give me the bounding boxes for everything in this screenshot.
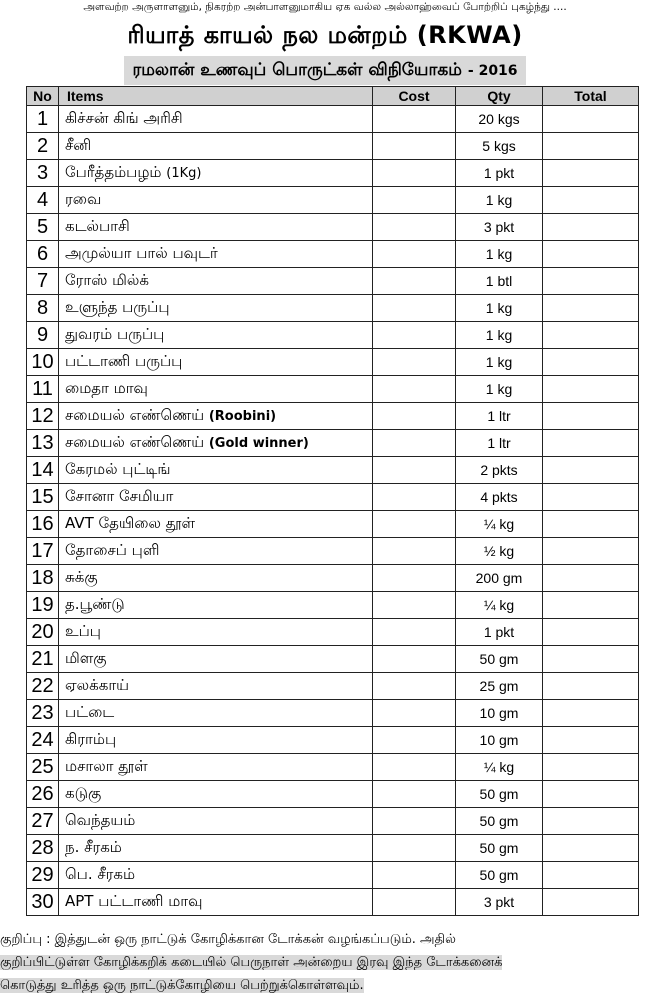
item-name-text: மிளகு [65,649,107,667]
quantity: ¼ kg [456,592,543,619]
quantity: ½ kg [456,538,543,565]
item-name [59,484,373,511]
quantity: 1 kg [456,349,543,376]
item-name-text: ரவை [65,190,102,208]
item-name-text: துவரம் பருப்பு [65,325,165,343]
table-row [27,349,639,376]
item-name-text: ரோஸ் மில்க் [65,271,149,289]
item-name [59,268,373,295]
column-header-items: Items [59,87,373,106]
item-note: (1Kg) [166,166,202,181]
table-row [27,511,639,538]
total-cell [543,349,639,376]
table-row [27,160,639,187]
total-cell [543,646,639,673]
total-cell [543,889,639,916]
cost-cell [373,403,456,430]
cost-cell [373,160,456,187]
row-number: 26 [27,781,59,808]
item-name [59,430,373,457]
cost-cell [373,484,456,511]
item-name [59,241,373,268]
row-number: 28 [27,835,59,862]
cost-cell [373,808,456,835]
table-row [27,403,639,430]
items-table [26,86,639,916]
item-name [59,538,373,565]
cost-cell [373,700,456,727]
row-number: 12 [27,403,59,430]
row-number: 22 [27,673,59,700]
row-number: 7 [27,268,59,295]
table-row [27,214,639,241]
total-cell [543,673,639,700]
note-line-3-text: கொடுத்து உரித்த ஒரு நாட்டுக்கோழியை பெற்றுக்கொள்ளவும். [0,978,364,993]
cost-cell [373,619,456,646]
item-name-text: சமையல் எண்ணெய் [65,433,205,451]
total-cell [543,160,639,187]
row-number: 30 [27,889,59,916]
item-name-text: பட்டாணி பருப்பு [65,352,183,370]
item-name-text: உப்பு [65,622,101,640]
cost-cell [373,106,456,133]
item-name [59,889,373,916]
table-row [27,565,639,592]
cost-cell [373,511,456,538]
total-cell [543,376,639,403]
item-name-text: மைதா மாவு [65,379,148,397]
row-number: 17 [27,538,59,565]
note-paragraph [0,928,650,997]
item-name [59,349,373,376]
table-row [27,322,639,349]
table-row [27,295,639,322]
item-name [59,781,373,808]
table-row [27,457,639,484]
item-name-text: பெ. சீரகம் [65,865,136,883]
cost-cell [373,754,456,781]
cost-cell [373,376,456,403]
row-number: 15 [27,484,59,511]
organization-title: ரியாத் காயல் நல மன்றம் (RKWA) [127,21,523,49]
row-number: 24 [27,727,59,754]
item-name [59,646,373,673]
item-name-text: த.பூண்டு [65,595,125,613]
quantity: 10 gm [456,727,543,754]
item-name-text: வெந்தயம் [65,811,136,829]
total-cell [543,754,639,781]
row-number: 16 [27,511,59,538]
table-row [27,754,639,781]
item-name [59,835,373,862]
item-name [59,322,373,349]
invocation-tagline: அளவற்ற அருளாளனும், நிகரற்ற அன்பாளனுமாகிய ஏக வல்ல அல்லாஹ்வைப் போற்றிப் புகழ்ந்து .... [83,1,567,13]
total-cell [543,619,639,646]
table-row [27,484,639,511]
item-name-text: சோனா சேமியா [65,487,174,505]
total-cell [543,106,639,133]
item-name [59,673,373,700]
cost-cell [373,430,456,457]
item-name [59,187,373,214]
table-row [27,889,639,916]
row-number: 9 [27,322,59,349]
note-line-2 [0,951,650,974]
note-line-3 [0,974,650,997]
table-row [27,619,639,646]
row-number: 13 [27,430,59,457]
item-name [59,376,373,403]
item-name-text: உளுந்த பருப்பு [65,298,170,316]
total-cell [543,835,639,862]
cost-cell [373,781,456,808]
cost-cell [373,187,456,214]
cost-cell [373,133,456,160]
quantity: 1 kg [456,187,543,214]
table-row [27,241,639,268]
quantity: 50 gm [456,808,543,835]
quantity: 1 kg [456,295,543,322]
total-cell [543,592,639,619]
table-header-row [27,87,639,106]
cost-cell [373,565,456,592]
item-name [59,700,373,727]
total-cell [543,295,639,322]
item-name-text: சுக்கு [65,568,98,586]
item-name [59,808,373,835]
quantity: 4 pkts [456,484,543,511]
total-cell [543,268,639,295]
item-name-text: APT பட்டாணி மாவு [65,892,203,910]
total-cell [543,565,639,592]
item-name [59,457,373,484]
column-header-qty: Qty [456,87,543,106]
quantity: 5 kgs [456,133,543,160]
cost-cell [373,646,456,673]
item-name-text: ந. சீரகம் [65,838,122,856]
quantity: 3 pkt [456,889,543,916]
quantity: 3 pkt [456,214,543,241]
quantity: 20 kgs [456,106,543,133]
quantity: 1 pkt [456,160,543,187]
item-name [59,619,373,646]
cost-cell [373,457,456,484]
item-name [59,106,373,133]
item-name [59,160,373,187]
cost-cell [373,295,456,322]
item-name-text: கடுகு [65,784,102,802]
total-cell [543,862,639,889]
subtitle-box [124,56,525,85]
cost-cell [373,538,456,565]
row-number: 23 [27,700,59,727]
table-row [27,538,639,565]
item-name-text: சமையல் எண்ணெய் [65,406,205,424]
quantity: 2 pkts [456,457,543,484]
table-row [27,187,639,214]
total-cell [543,187,639,214]
row-number: 19 [27,592,59,619]
total-cell [543,511,639,538]
item-name-text: மசாலா தூள் [65,757,148,775]
quantity: 1 ltr [456,430,543,457]
row-number: 20 [27,619,59,646]
cost-cell [373,727,456,754]
table-row [27,376,639,403]
item-name-text: பட்டை [65,703,115,721]
item-name-text: ஏலக்காய் [65,676,130,694]
item-name-text: AVT தேயிலை தூள் [65,514,196,532]
row-number: 1 [27,106,59,133]
cost-cell [373,862,456,889]
note-line-1: குறிப்பு : இத்துடன் ஒரு நாட்டுக் கோழிக்கான டோக்கன் வழங்கப்படும். அதில் [0,932,456,947]
item-name [59,754,373,781]
quantity: 1 ltr [456,403,543,430]
item-name-text: தோசைப் புளி [65,541,160,559]
item-name-text: கேரமல் புட்டிங் [65,460,171,478]
item-name [59,403,373,430]
table-row [27,430,639,457]
total-cell [543,700,639,727]
quantity: 10 gm [456,700,543,727]
item-name [59,295,373,322]
row-number: 29 [27,862,59,889]
row-number: 2 [27,133,59,160]
cost-cell [373,349,456,376]
item-name-text: கிராம்பு [65,730,117,748]
cost-cell [373,889,456,916]
table-body [27,106,639,916]
total-cell [543,727,639,754]
note-line-2-text: குறிப்பிட்டுள்ள கோழிக்கறிக் கடையில் பெருநாள் அன்றைய இரவு இந்த டோக்கனைக் [0,955,503,970]
quantity: 1 kg [456,376,543,403]
item-name [59,727,373,754]
cost-cell [373,241,456,268]
table-row [27,592,639,619]
quantity: 25 gm [456,673,543,700]
table-row [27,835,639,862]
quantity: 50 gm [456,835,543,862]
column-header-total: Total [543,87,639,106]
row-number: 4 [27,187,59,214]
quantity: 50 gm [456,862,543,889]
total-cell [543,808,639,835]
quantity: 200 gm [456,565,543,592]
item-name [59,565,373,592]
quantity: 1 kg [456,241,543,268]
cost-cell [373,835,456,862]
row-number: 10 [27,349,59,376]
column-header-no: No [27,87,59,106]
table-row [27,268,639,295]
row-number: 18 [27,565,59,592]
item-note: (Roobini) [208,409,277,424]
item-name [59,214,373,241]
table-row [27,700,639,727]
total-cell [543,781,639,808]
table-row [27,727,639,754]
row-number: 8 [27,295,59,322]
item-name-text: சீனி [65,136,92,154]
row-number: 25 [27,754,59,781]
cost-cell [373,214,456,241]
quantity: 1 kg [456,322,543,349]
row-number: 14 [27,457,59,484]
table-row [27,862,639,889]
item-name-text: பேரீத்தம்பழம் [65,163,162,181]
total-cell [543,484,639,511]
table-row [27,673,639,700]
table-row [27,646,639,673]
subtitle-year: - 2016 [467,63,518,79]
row-number: 27 [27,808,59,835]
total-cell [543,430,639,457]
row-number: 21 [27,646,59,673]
subtitle-text: ரமலான் உணவுப் பொருட்கள் விநியோகம் [132,60,462,80]
quantity: ¼ kg [456,511,543,538]
total-cell [543,322,639,349]
item-name-text: அமுல்யா பால் பவுடர் [65,244,218,262]
item-name-text: கடல்பாசி [65,217,130,235]
item-note: (Gold winner) [208,436,309,451]
total-cell [543,457,639,484]
quantity: 1 pkt [456,619,543,646]
total-cell [543,403,639,430]
table-row [27,781,639,808]
total-cell [543,241,639,268]
total-cell [543,214,639,241]
row-number: 3 [27,160,59,187]
item-name [59,511,373,538]
item-name [59,862,373,889]
total-cell [543,538,639,565]
quantity: 50 gm [456,781,543,808]
cost-cell [373,673,456,700]
quantity: 1 btl [456,268,543,295]
row-number: 6 [27,241,59,268]
table-row [27,106,639,133]
table-row [27,808,639,835]
cost-cell [373,322,456,349]
item-name [59,592,373,619]
quantity: 50 gm [456,646,543,673]
quantity: ¼ kg [456,754,543,781]
cost-cell [373,592,456,619]
item-name [59,133,373,160]
table-row [27,133,639,160]
row-number: 5 [27,214,59,241]
total-cell [543,133,639,160]
item-name-text: கிச்சன் கிங் அரிசி [65,109,183,127]
subtitle-banner [0,56,650,85]
row-number: 11 [27,376,59,403]
cost-cell [373,268,456,295]
column-header-cost: Cost [373,87,456,106]
